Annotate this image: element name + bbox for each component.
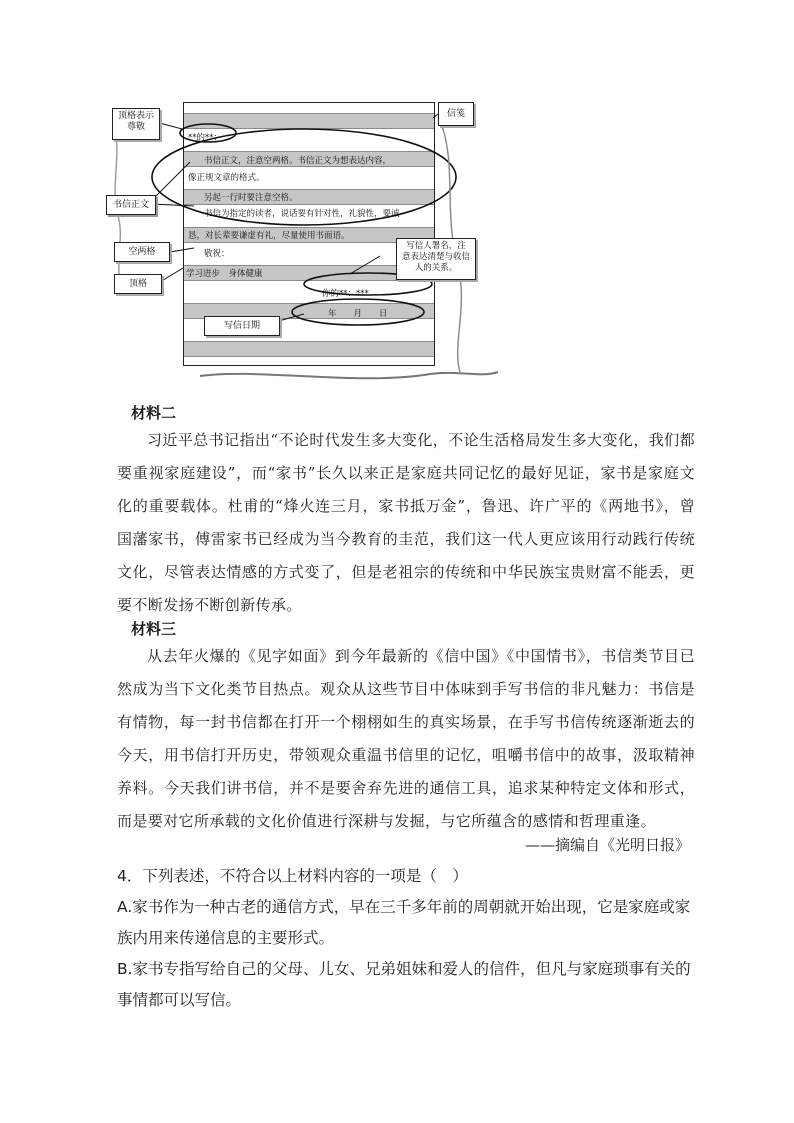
body-line-2: 像正规文章的格式。 [188,173,265,183]
callout-stationery: 信笺 [438,102,474,126]
body-line-4: 书信为指定的读者，说话要有针对性，礼貌性，要诚 [204,209,400,219]
greeting-line-2: 学习进步 身体健康 [186,269,263,279]
date-line: 年 月 日 [328,309,388,319]
greeting-line-1: 敬祝： [204,249,230,259]
callout-top-indent: 顶格表示 尊敬 [112,108,160,140]
body-line-5: 恳，对长辈要谦虚有礼，尽量使用书面语。 [188,231,350,241]
question-stem: 4．下列表述，不符合以上材料内容的一项是（ ） [117,867,468,885]
callout-letter-body: 书信正文 [106,195,156,215]
material3-paragraph: 从去年火爆的《见字如面》到今年最新的《信中国》《中国情书》，书信类节目已然成为当下文化类节目热点。观众从这些节目中体味到手写书信的非凡魅力：书信是有情物，每一封书信都在打开一个栩栩如生的真实场景，在手写书信传统逐渐逝去的今天，用书信打开历史，带领观众重温书信里的记忆，咀嚼书信中的故事，汲取精神养料。今天我们讲书信，并不是要舍弃先进的通信工具，追求某种特定文体和形式，而是要对它所承载的文化价值进行深耕与发掘，与它所蕴含的感情和哲理重逢。 [117,647,695,830]
option-b: B.家书专指写给自己的父母、儿女、兄弟姐妹和爱人的信件，但凡与家庭琐事有关的事情都可以写信。 [117,960,691,1009]
body-line-3: 另起一行时要注意空格。 [204,193,298,203]
material3-source: ——摘编自《光明日报》 [524,836,690,854]
material2-heading: 材料二 [131,404,177,422]
material2-paragraph: 习近平总书记指出“不论时代发生多大变化，不论生活格局发生多大变化，我们都要重视家庭建设”，而“家书”长久以来正是家庭共同记忆的最好见证，家书是家庭文化的重要载体。杜甫的“烽火连三月，家书抵万金”，鲁迅、许广平的《两地书》，曾国藩家书，傅雷家书已经成为当今教育的圭范，我们这一代人更应该用行动践行传统文化，尽管表达情感的方式变了，但是老祖宗的传统和中华民族宝贵财富不能丢，更要不断发扬不断创新传承。 [117,431,695,614]
material3-heading: 材料三 [131,620,177,638]
callout-date-label: 写信日期 [204,316,280,336]
body-line-1: 书信正文，注意空两格。书信正文为想表达内容， [204,156,392,166]
callout-signature-note: 写信人署名，注 意表达清楚与收信 人的关系。 [396,238,476,280]
callout-two-space: 空两格 [114,242,170,262]
letter-format-diagram [100,96,500,392]
salutation-line: **的**： [188,133,223,143]
signature-line: 你的**：*** [322,289,369,299]
callout-flush: 顶格 [114,274,162,294]
option-a: A.家书作为一种古老的通信方式，早在三千多年前的周朝就开始出现，它是家庭或家族内用来传递信息的主要形式。 [117,898,691,947]
